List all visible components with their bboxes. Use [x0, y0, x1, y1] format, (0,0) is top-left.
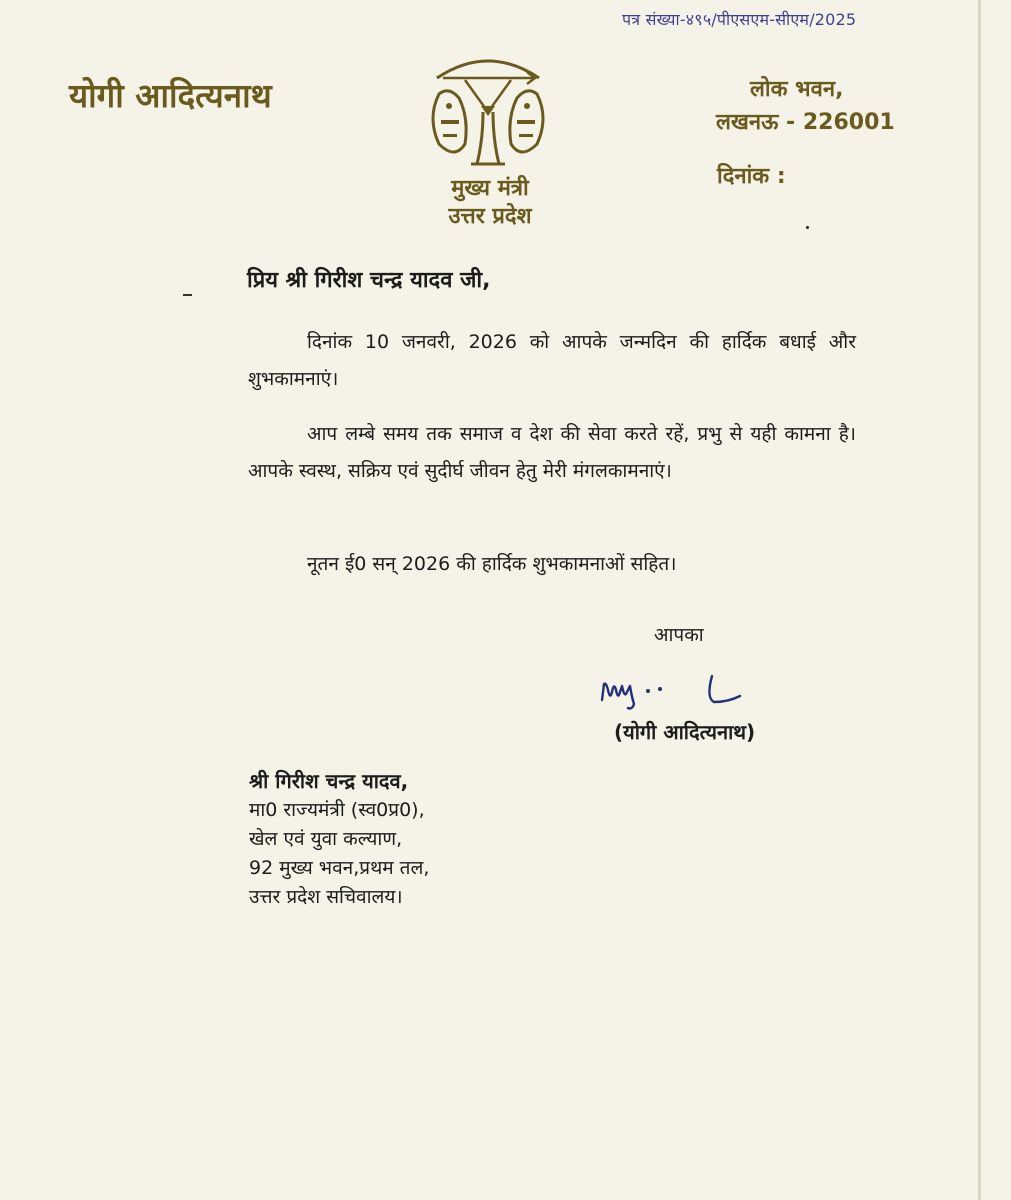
- reference-number-stamp: पत्र संख्या-४९५/पीएसएम-सीएम/2025: [622, 10, 857, 29]
- handwritten-signature: [594, 670, 744, 716]
- letter-paragraph: नूतन ई0 सन् 2026 की हार्दिक शुभकामनाओं सहित।: [307, 553, 677, 575]
- address-line-1: लोक भवन,: [750, 77, 844, 102]
- office-title: मुख्य मंत्री: [451, 176, 529, 201]
- office-state: उत्तर प्रदेश: [448, 204, 532, 229]
- date-label: दिनांक :: [717, 164, 786, 189]
- recipient-line: उत्तर प्रदेश सचिवालय।: [249, 886, 403, 908]
- page-edge: [978, 0, 981, 1200]
- letter-paragraph: आप लम्बे समय तक समाज व देश की सेवा करते रहें, प्रभु से यही कामना है। आपके स्वस्थ, सक्रिय एवं सुदीर्घ जीवन हेतु मेरी मंगलकामनाएं।: [248, 423, 856, 482]
- closing: आपका: [654, 624, 704, 646]
- uttar-pradesh-emblem-icon: [425, 40, 551, 172]
- ink-mark: [183, 294, 192, 296]
- ink-speck: [806, 226, 809, 229]
- salutation: प्रिय श्री गिरीश चन्द्र यादव जी,: [247, 268, 491, 293]
- address-line-2: लखनऊ - 226001: [716, 110, 895, 135]
- letterhead-name: योगी आदित्यनाथ: [69, 76, 272, 115]
- recipient-line: खेल एवं युवा कल्याण,: [249, 828, 403, 850]
- recipient-name: श्री गिरीश चन्द्र यादव,: [249, 769, 409, 793]
- recipient-line: मा0 राज्यमंत्री (स्व0प्र0),: [249, 799, 425, 821]
- recipient-line: 92 मुख्य भवन,प्रथम तल,: [249, 857, 430, 879]
- signer-name: (योगी आदित्यनाथ): [614, 720, 756, 744]
- letter-paragraph: दिनांक 10 जनवरी, 2026 को आपके जन्मदिन की हार्दिक बधाई और शुभकामनाएं।: [248, 331, 856, 390]
